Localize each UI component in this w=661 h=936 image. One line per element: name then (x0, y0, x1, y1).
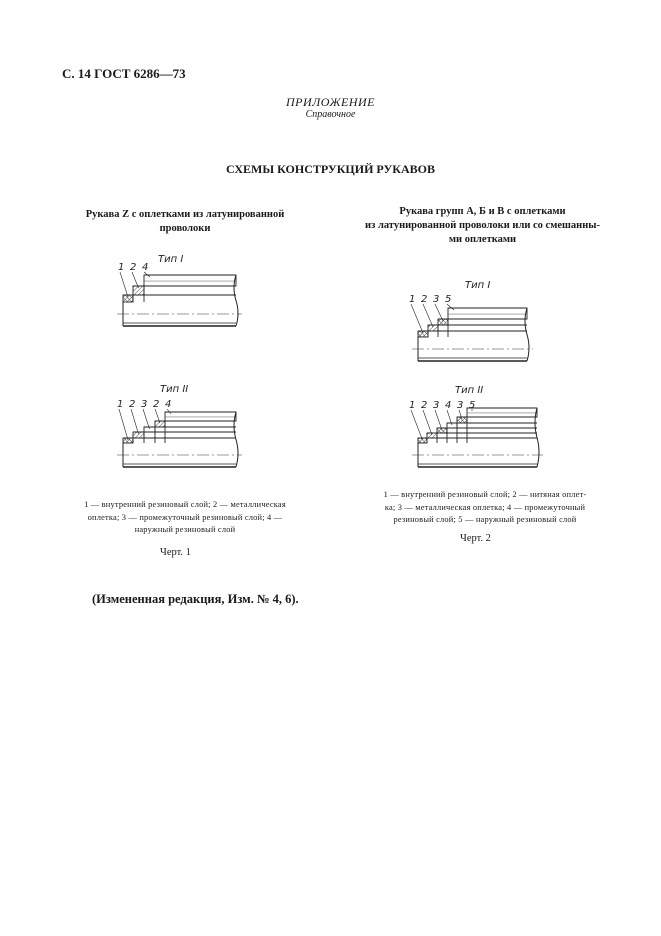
s1-t1-layer-number: 2 (130, 262, 137, 273)
s2-t1-leader-line (411, 304, 423, 333)
s1-t1-type-label: Тип I (158, 254, 184, 265)
s2-t2-layer-4 (447, 423, 457, 428)
s1-t2-layer-3 (144, 427, 155, 432)
figure1-caption: Черт. 1 (160, 547, 191, 558)
s1-t2-leader-line (143, 409, 150, 429)
s2-t2-leader-line (435, 410, 442, 430)
s2-t2-layer-5 (457, 417, 467, 423)
s1-t1-layer-number: 4 (142, 262, 149, 273)
legend-line: 1 — внутренний резиновый слой; 2 — металлическая (84, 500, 286, 509)
s2-t1-layer-3 (438, 319, 448, 325)
s1-t2-layer-number: 3 (141, 399, 148, 410)
s2-t1-layer-number: 2 (421, 294, 428, 305)
s2-t2-layer-6 (467, 408, 537, 417)
s2-t1-leader-line (423, 304, 433, 327)
legend-line: наружный резиновый слой (134, 525, 236, 534)
appendix-title: ПРИЛОЖЕНИЕ (286, 95, 375, 109)
s1-t1-layer-3 (144, 275, 236, 286)
section2-title-line: Рукава групп А, Б и В с оплетками (399, 206, 566, 217)
section2-title-line: ми оплетками (448, 234, 517, 245)
main-title: СХЕМЫ КОНСТРУКЦИЙ РУКАВОВ (226, 162, 435, 176)
s1-t2-type-label: Тип II (160, 384, 189, 395)
s2-t2-leader-line (411, 410, 423, 440)
s2-t1-layer-number: 3 (433, 294, 440, 305)
legend-line: оплетка; 3 — промежуточный резиновый слой; 4 — (87, 512, 283, 522)
section2-legend (350, 489, 620, 527)
s2-t2-layer-number: 3 (457, 400, 464, 411)
s2-t1-layer-number: 5 (445, 294, 452, 305)
section2-title-line: из латунированной проволоки или со смешанны- (365, 220, 600, 231)
s1-t2-layer-2 (133, 432, 144, 438)
s2-t1-layer-2 (428, 325, 438, 331)
legend-line: резиновый слой; 5 — наружный резиновый слой (393, 515, 577, 524)
s2-t2-layer-number: 1 (409, 400, 416, 411)
legend-line: 1 — внутренний резиновый слой; 2 — нитяная оплет- (383, 490, 587, 499)
s2-t2-type-label: Тип II (455, 385, 484, 396)
s1-t2-leader-line (119, 409, 128, 440)
s2-t2-layer-3 (437, 428, 447, 433)
s2-t2-layer-1 (418, 438, 427, 443)
s1-t2-leader-line (131, 409, 139, 434)
section1-legend (60, 499, 310, 537)
legend-line: ка; 3 — металлическая оплетка; 4 — промежуточный (384, 502, 586, 512)
s1-t2-layer-5 (165, 412, 236, 421)
s1-t2-layer-number: 2 (153, 399, 160, 410)
s2-t2-layer-number: 4 (445, 400, 452, 411)
revision-note: (Измененная редакция, Изм. № 4, 6). (92, 592, 299, 606)
s2-t2-layer-number: 3 (433, 400, 440, 411)
section1-title-line: Рукава Z с оплетками из латунированной (85, 209, 285, 220)
s1-t2-layer-number: 1 (117, 399, 124, 410)
s2-t1-type-label: Тип I (465, 280, 491, 291)
appendix-subtitle: Справочное (305, 109, 356, 120)
figure2-caption: Черт. 2 (460, 533, 491, 544)
s1-t2-layer-1 (123, 438, 133, 443)
s1-t2-layer-4 (155, 421, 165, 427)
s1-t2-layer-number: 2 (129, 399, 136, 410)
s2-t2-leader-line (423, 410, 432, 435)
s2-t2-layer-number: 5 (469, 400, 476, 411)
s2-t2-layer-2 (427, 433, 437, 438)
section1-title-line: проволоки (159, 223, 211, 234)
s2-t1-leader-line (435, 304, 443, 321)
s2-t2-layer-number: 2 (421, 400, 428, 411)
page-header: С. 14 ГОСТ 6286—73 (62, 66, 186, 81)
s1-t1-leader-line (120, 272, 128, 297)
s2-t1-layer-1 (418, 331, 428, 337)
s2-t1-layer-4 (448, 308, 527, 319)
s2-t1-layer-number: 1 (409, 294, 416, 305)
s1-t1-layer-number: 1 (118, 262, 125, 273)
s1-t2-layer-number: 4 (165, 399, 172, 410)
